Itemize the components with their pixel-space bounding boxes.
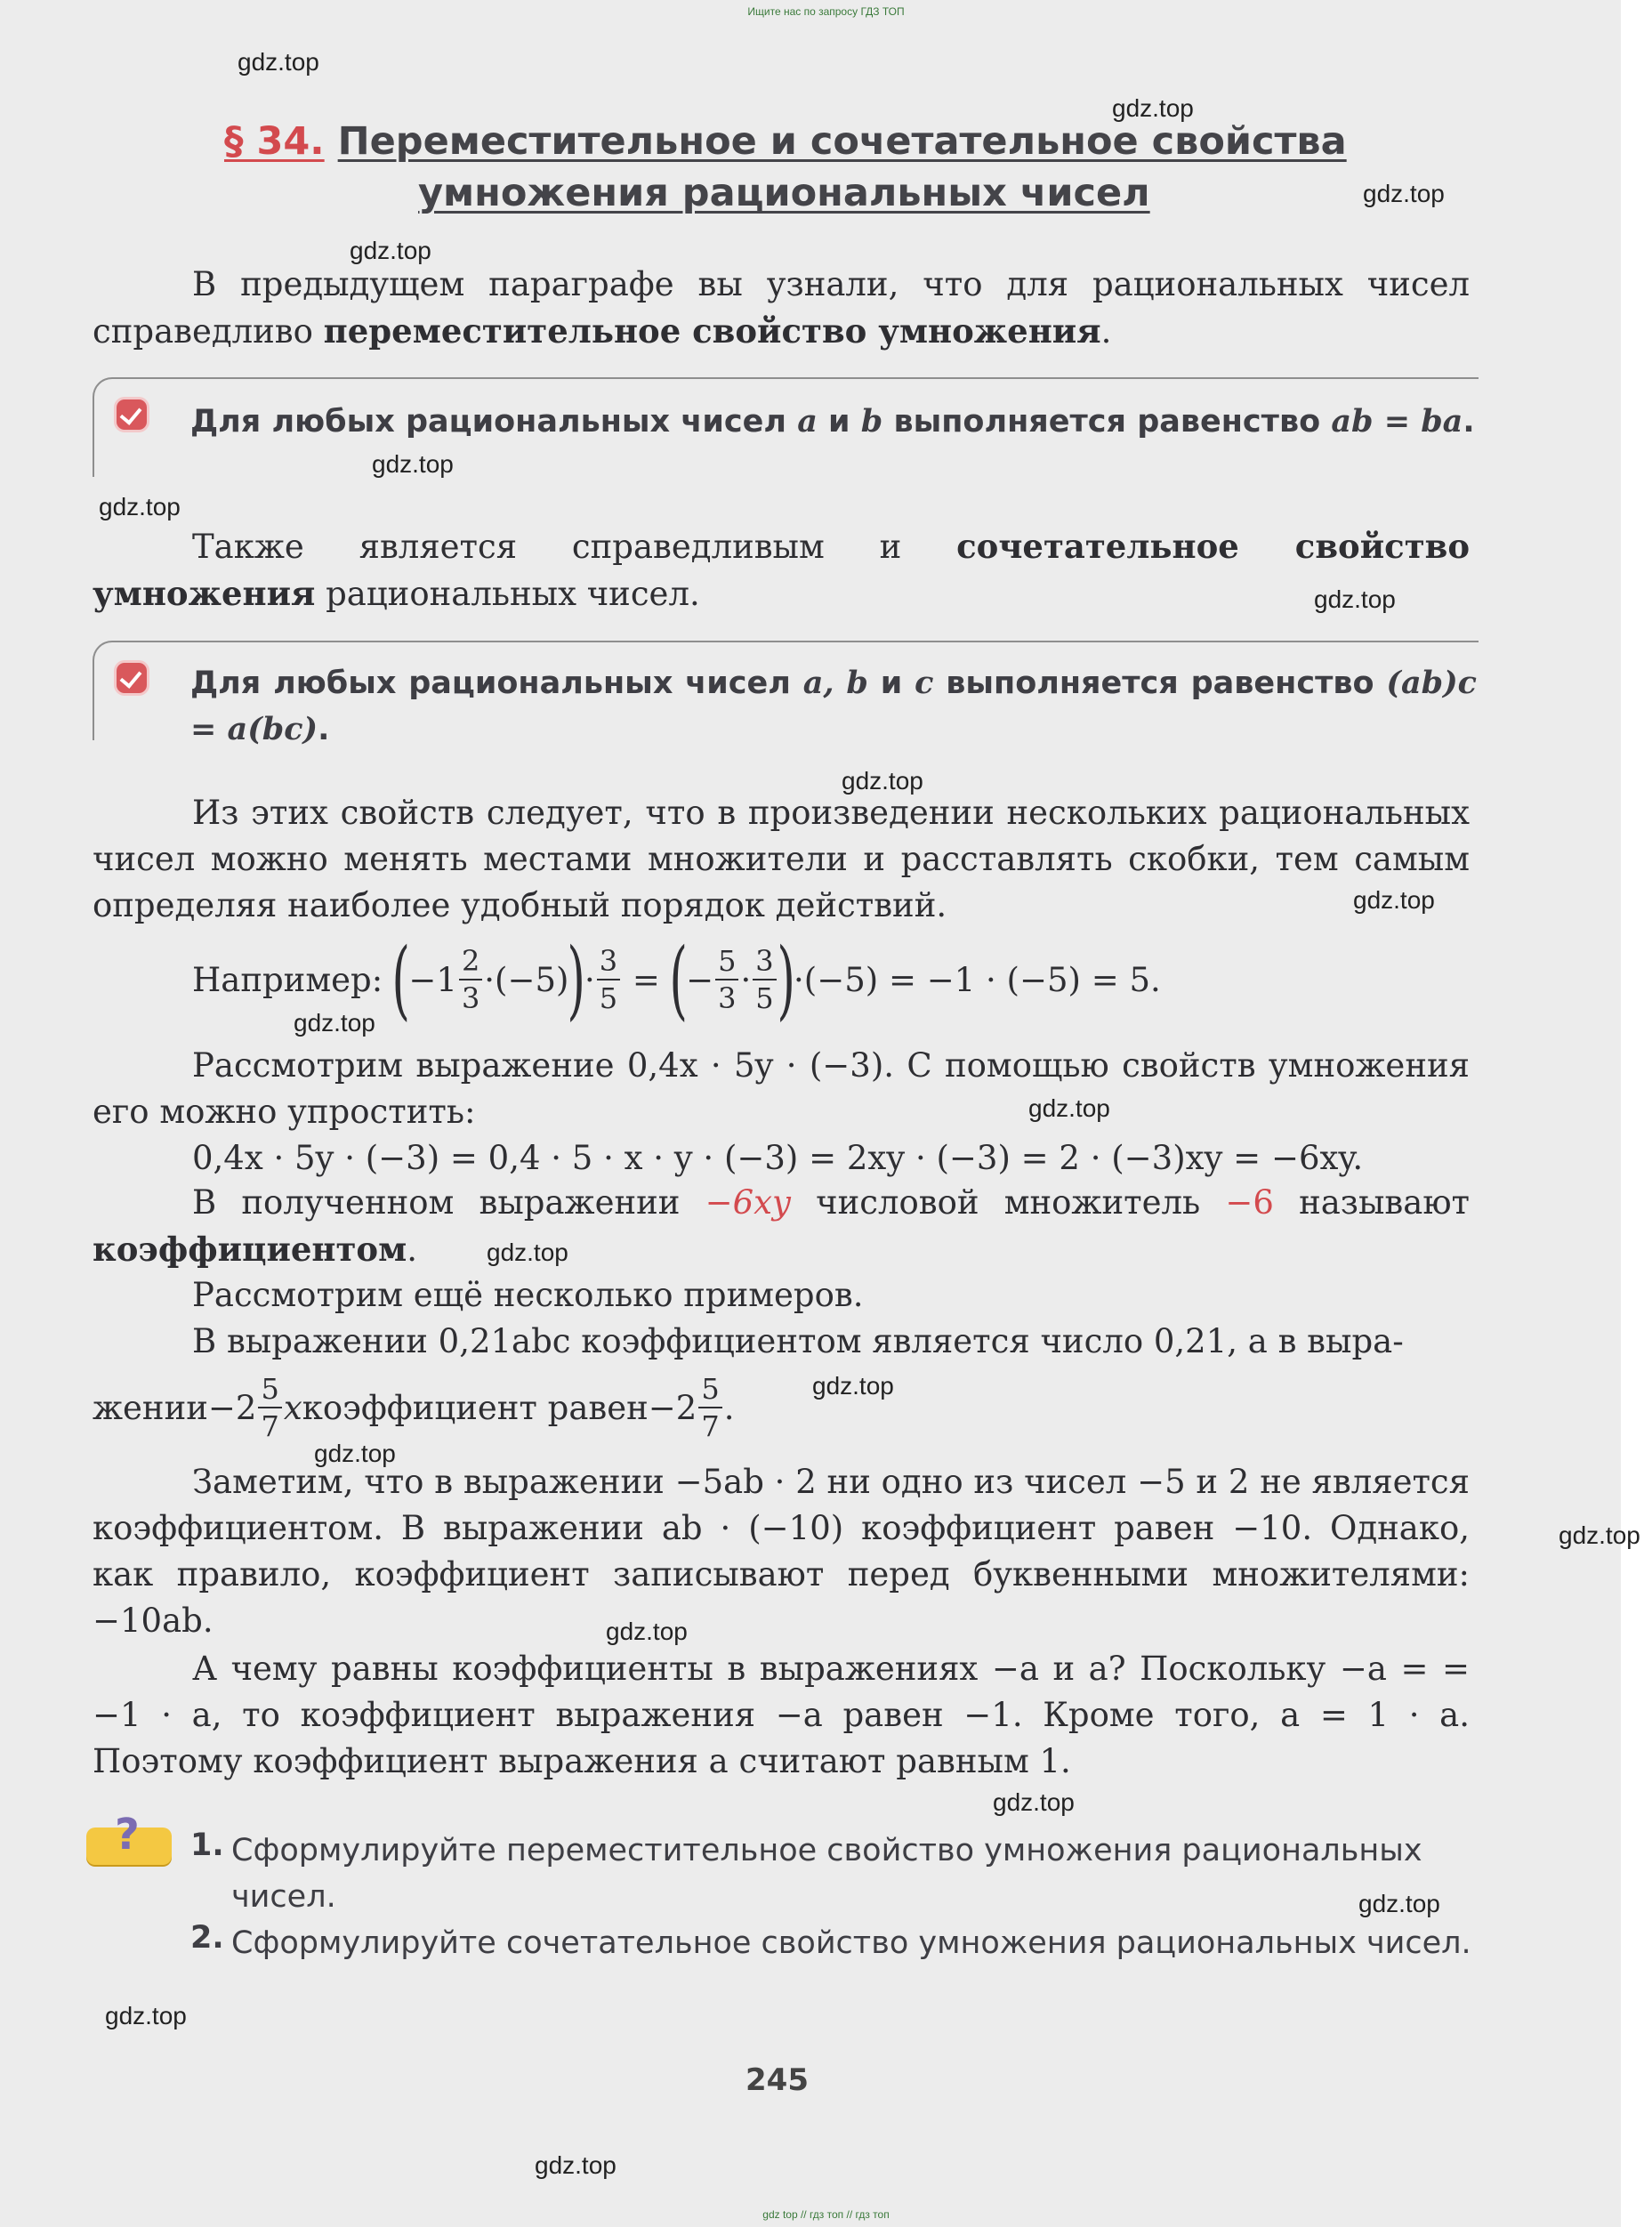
watermark: gdz.top [1112, 94, 1194, 122]
section-number: § 34. [224, 119, 325, 164]
coefficient-a-paragraph: А чему равны коэффициенты в выражениях −a и a? Поскольку −a = = −1 · a, то коэффициент выражения −a равен −1. Кроме того, a = 1 · a. Поэтому коэффициент выражения a считают равным 1. [93, 1650, 1470, 1780]
check-icon [117, 663, 147, 693]
watermark: gdz.top [812, 1372, 894, 1400]
watermark: gdz.top [487, 1239, 568, 1266]
watermark: gdz.top [372, 450, 454, 478]
watermark: gdz.top [294, 1009, 375, 1037]
watermark: gdz.top [1358, 1890, 1440, 1917]
intro-paragraph: В предыдущем параграфе вы узнали, что для рациональных чисел справедливо переместительное свойство умножения. [93, 265, 1470, 351]
watermark: gdz.top [993, 1788, 1075, 1816]
top-link[interactable]: Ищите нас по запросу ГДЗ ТОП [747, 5, 905, 18]
example-formula: Например: ( −1 $\frac{2}{3}$ ·(−5) ) · $\frac{3}{5}$ = ( − $\frac{5}{3}$ · $\frac{3}{5}$ ) ·(−5) = −1 · (−5) = 5. [192, 930, 1161, 1029]
bottom-link[interactable]: gdz top // гдз топ // гдз топ [762, 2208, 890, 2221]
check-icon [117, 399, 147, 430]
note-paragraph: Заметим, что в выражении −5ab · 2 ни одно из чисел −5 и 2 не является коэффициентом. В выражении ab · (−10) коэффициент равен −10. Однако, как правило, коэффициент записывают перед буквенными множителями: −10ab. [93, 1463, 1470, 1640]
term-associative: сочетательное свойство умножения [93, 527, 1471, 613]
watermark: gdz.top [105, 2002, 187, 2029]
watermark: gdz.top [1559, 1521, 1640, 1549]
watermark: gdz.top [99, 493, 181, 520]
consequence-paragraph: Из этих свойств следует, что в произведении нескольких рациональных чисел можно менять местами множители и расставлять скобки, тем самым определяя наиболее удобный порядок действий. [93, 794, 1470, 924]
watermark: gdz.top [606, 1618, 688, 1645]
question-number: 2. [190, 1920, 224, 1956]
example-abc: В выражении 0,21abc коэффициентом является число 0,21, а в выра- [192, 1322, 1404, 1360]
question-text: Сформулируйте переместительное свойство умножения рациональных чисел. [231, 1833, 1422, 1915]
watermark: gdz.top [842, 767, 923, 795]
coefficient-definition: В полученном выражении −6xy числовой множитель −6 называют коэффициентом. [93, 1183, 1470, 1269]
section-title: Переместительное и сочетательное свойства [337, 119, 1347, 164]
question-number: 1. [190, 1828, 224, 1863]
rule-commutative: Для любых рациональных чисел a и b выполняется равенство ab = ba. [190, 403, 1475, 440]
section-title-line1 [224, 119, 1347, 164]
simplify-formula: 0,4x · 5y · (−3) = 0,4 · 5 · x · y · (−3) = 2xy · (−3) = 2 · (−3)xy = −6xy. [192, 1139, 1364, 1177]
question-icon: ? [86, 1815, 175, 1868]
watermark: gdz.top [535, 2151, 616, 2179]
watermark: gdz.top [1314, 585, 1396, 613]
consider-paragraph: Рассмотрим выражение 0,4x · 5y · (−3). С помощью свойств умножения его можно упростить: [93, 1046, 1470, 1131]
watermark: gdz.top [1353, 886, 1435, 914]
section-title-line2 [418, 171, 1150, 215]
rule-associative: Для любых рациональных чисел a, b и c выполняется равенство (ab)c = a(bc). [190, 665, 1477, 747]
watermark: gdz.top [314, 1440, 396, 1467]
page-number: 245 [745, 2062, 809, 2098]
more-examples: Рассмотрим ещё несколько примеров. [192, 1276, 864, 1314]
question-text: Сформулируйте сочетательное свойство умножения рациональных чисел. [231, 1925, 1471, 1961]
term-coefficient: коэффициентом [93, 1230, 407, 1269]
term-commutative: переместительное свойство умножения [323, 311, 1101, 351]
watermark: gdz.top [238, 48, 319, 76]
associative-intro: Также является справедливым и сочетательное свойство умножения рациональных чисел. [93, 527, 1471, 613]
watermark: gdz.top [1028, 1094, 1110, 1122]
watermark: gdz.top [350, 237, 431, 264]
watermark: gdz.top [1363, 180, 1445, 207]
section-subtitle: умножения рациональных чисел [418, 171, 1150, 215]
example-mixed: жении −2 $\frac{5}{7}$ x коэффициент равен −2 $\frac{5}{7}$ . [93, 1372, 735, 1443]
